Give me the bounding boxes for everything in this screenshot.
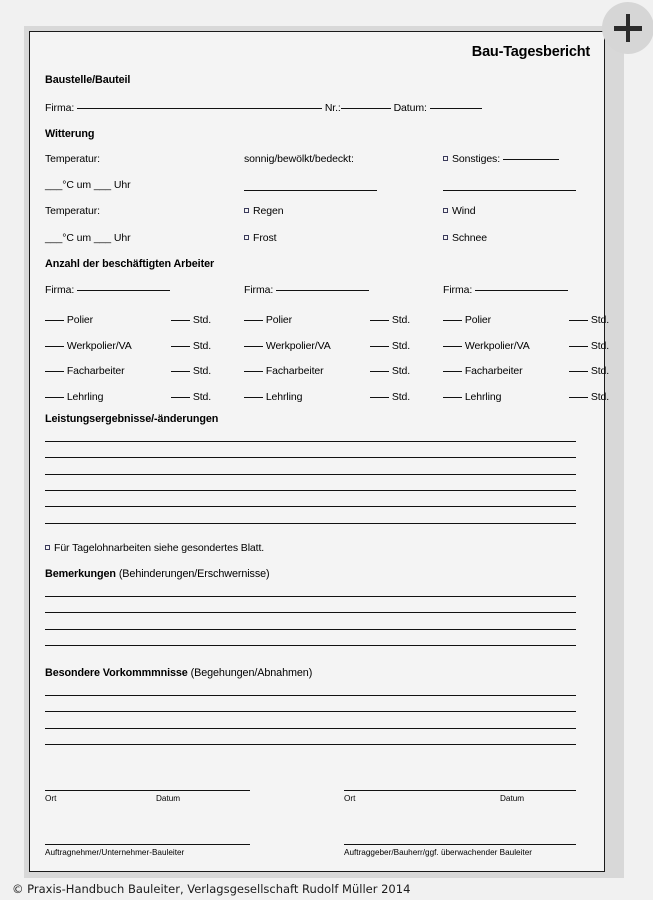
worker-column-1-werkpolier-va-count-input[interactable] [45, 346, 64, 347]
worker-column-1-firma-row [45, 284, 170, 296]
worker-column-3-hours-row-4 [569, 391, 609, 403]
worker-column-1-hours-row-2 [171, 340, 211, 352]
results-line-3[interactable] [45, 474, 576, 475]
temperature-label-2: Temperatur: [45, 205, 100, 217]
worker-column-2-hours-row-3 [370, 365, 410, 377]
firma-input-line[interactable] [77, 108, 322, 109]
worker-column-3-role-row-1 [443, 314, 491, 326]
worker-column-2-werkpolier-va-count-input[interactable] [244, 346, 263, 347]
worker-column-1-role-label-3: Facharbeiter [64, 365, 125, 377]
sonstiges-row [452, 153, 559, 165]
checkbox-frost[interactable] [244, 235, 249, 240]
firma-label: Firma: [45, 102, 75, 114]
sonstiges-label: Sonstiges: [452, 153, 501, 165]
datum-label: Datum: [393, 102, 427, 114]
section-heading-weather: Witterung [45, 128, 95, 140]
worker-column-1-role-label-4: Lehrling [64, 390, 104, 403]
worker-column-2-hours-label-2: Std. [389, 339, 411, 352]
remarks-subheading: (Behinderungen/Erschwernisse) [118, 568, 270, 580]
regen-label: Regen [253, 205, 284, 217]
worker-column-2-role-row-4 [244, 391, 302, 403]
worker-column-2-polier-count-input[interactable] [244, 320, 263, 321]
worker-column-1-hours-input-2[interactable] [171, 346, 190, 347]
worker-column-3-role-row-4 [443, 391, 501, 403]
worker-column-1-hours-input-4[interactable] [171, 397, 190, 398]
worker-column-1-role-row-4 [45, 391, 103, 403]
worker-column-2-role-label-1: Polier [263, 314, 293, 326]
worker-column-2-facharbeiter-count-input[interactable] [244, 371, 263, 372]
remarks-line-4[interactable] [45, 645, 576, 646]
worker-column-3-hours-input-3[interactable] [569, 371, 588, 372]
wind-label: Wind [452, 205, 476, 217]
worker-column-2-hours-label-1: Std. [389, 314, 411, 326]
worker-column-1-hours-label-1: Std. [190, 314, 212, 326]
worker-column-3-firma-input-line[interactable] [475, 290, 568, 291]
worker-column-1-lehrling-count-input[interactable] [45, 397, 64, 398]
results-line-2[interactable] [45, 457, 576, 458]
worker-column-2-hours-row-2 [370, 340, 410, 352]
section-heading-workers: Anzahl der beschäftigten Arbeiter [45, 258, 215, 270]
worker-column-1-hours-row-1 [171, 314, 211, 326]
worker-column-2-hours-input-3[interactable] [370, 371, 389, 372]
worker-column-3-role-label-1: Polier [462, 314, 492, 326]
sonstiges-extra-input-line[interactable] [443, 190, 576, 191]
results-line-6[interactable] [45, 523, 576, 524]
worker-column-3-firma-label: Firma: [443, 284, 473, 296]
remarks-heading: Bemerkungen [45, 568, 116, 580]
worker-column-2-lehrling-count-input[interactable] [244, 397, 263, 398]
worker-column-2-role-label-3: Facharbeiter [263, 365, 324, 377]
worker-column-3-hours-label-1: Std. [588, 314, 610, 326]
worker-column-3-hours-row-3 [569, 365, 609, 377]
daywork-note: Für Tagelohnarbeiten siehe gesondertes Blatt. [54, 542, 265, 554]
worker-column-3-hours-label-2: Std. [588, 339, 610, 352]
checkbox-regen[interactable] [244, 208, 249, 213]
worker-column-2-firma-input-line[interactable] [276, 290, 369, 291]
incidents-line-1[interactable] [45, 695, 576, 696]
worker-column-1-hours-row-4 [171, 391, 211, 403]
worker-column-1-role-label-1: Polier [64, 314, 94, 326]
results-line-5[interactable] [45, 506, 576, 507]
signature-right-caption: Auftraggeber/Bauherr/ggf. überwachender Bauleiter [344, 848, 532, 857]
worker-column-3-hours-input-1[interactable] [569, 320, 588, 321]
worker-column-2-hours-label-3: Std. [389, 365, 411, 377]
frost-label: Frost [253, 232, 277, 244]
temperature-time-2[interactable]: ___°C um ___ Uhr [45, 232, 131, 244]
worker-column-3-firma-row [443, 284, 568, 296]
datum-input-line[interactable] [430, 108, 482, 109]
worker-column-3-role-label-2: Werkpolier/VA [462, 339, 530, 352]
worker-column-1-hours-row-3 [171, 365, 211, 377]
sky-condition-label: sonnig/bewölkt/bedeckt: [244, 153, 354, 165]
worker-column-2-hours-label-4: Std. [389, 390, 411, 403]
worker-column-2-role-label-4: Lehrling [263, 390, 303, 403]
checkbox-sonstiges[interactable] [443, 156, 448, 161]
worker-column-1-role-row-3 [45, 365, 125, 377]
signature-right-sign-line[interactable] [344, 844, 576, 845]
results-line-4[interactable] [45, 490, 576, 491]
worker-column-1-role-row-1 [45, 314, 93, 326]
worker-column-1-facharbeiter-count-input[interactable] [45, 371, 64, 372]
form-sheet [30, 32, 610, 871]
worker-column-2-firma-row [244, 284, 369, 296]
worker-column-1-hours-input-3[interactable] [171, 371, 190, 372]
worker-column-1-role-row-2 [45, 340, 132, 352]
worker-column-3-hours-row-2 [569, 340, 609, 352]
incidents-line-3[interactable] [45, 728, 576, 729]
signature-right-ortdatum-line[interactable] [344, 790, 576, 791]
form-page [29, 31, 610, 872]
incidents-subheading: (Begehungen/Abnahmen) [190, 667, 313, 679]
worker-column-2-hours-row-1 [370, 314, 410, 326]
worker-column-2-role-label-2: Werkpolier/VA [263, 339, 331, 352]
copyright-footer: © Praxis-Handbuch Bauleiter, Verlagsgesellschaft Rudolf Müller 2014 [12, 882, 411, 896]
worker-column-3-role-row-2 [443, 340, 530, 352]
nr-label: Nr.: [324, 102, 341, 114]
worker-column-2-hours-input-2[interactable] [370, 346, 389, 347]
worker-column-1-polier-count-input[interactable] [45, 320, 64, 321]
worker-column-2-firma-label: Firma: [244, 284, 274, 296]
signature-left-sign-line[interactable] [45, 844, 250, 845]
firma-row-header [45, 102, 482, 114]
worker-column-2-role-row-3 [244, 365, 324, 377]
temperature-time-1[interactable]: ___°C um ___ Uhr [45, 179, 131, 191]
worker-column-1-hours-label-2: Std. [190, 339, 212, 352]
worker-column-1-firma-input-line[interactable] [77, 290, 170, 291]
zoom-in-button[interactable] [602, 2, 653, 54]
section-heading-site: Baustelle/Bauteil [45, 74, 131, 86]
sonstiges-input-line[interactable] [503, 159, 559, 160]
worker-column-3-hours-label-4: Std. [588, 390, 610, 403]
worker-column-3-hours-input-4[interactable] [569, 397, 588, 398]
incidents-line-2[interactable] [45, 711, 576, 712]
worker-column-3-hours-label-3: Std. [588, 365, 610, 377]
schnee-label: Schnee [452, 232, 488, 244]
signature-left-caption: Auftragnehmer/Unternehmer-Bauleiter [45, 848, 185, 857]
remarks-line-3[interactable] [45, 629, 576, 630]
worker-column-3-role-label-4: Lehrling [462, 390, 502, 403]
results-line-1[interactable] [45, 441, 576, 442]
sky-condition-input-line[interactable] [244, 190, 377, 191]
temperature-label-1: Temperatur: [45, 153, 100, 165]
worker-column-1-hours-label-3: Std. [190, 365, 212, 377]
worker-column-3-lehrling-count-input[interactable] [443, 397, 462, 398]
worker-column-2-role-row-1 [244, 314, 292, 326]
checkbox-daywork[interactable] [45, 545, 50, 550]
worker-column-1-role-label-2: Werkpolier/VA [64, 339, 132, 352]
worker-column-2-hours-row-4 [370, 391, 410, 403]
worker-column-2-hours-input-4[interactable] [370, 397, 389, 398]
checkbox-schnee[interactable] [443, 235, 448, 240]
worker-column-3-role-label-3: Facharbeiter [462, 365, 523, 377]
worker-column-3-role-row-3 [443, 365, 523, 377]
checkbox-wind[interactable] [443, 208, 448, 213]
plus-icon-vertical [626, 14, 631, 42]
worker-column-1-firma-label: Firma: [45, 284, 75, 296]
remarks-line-1[interactable] [45, 596, 576, 597]
worker-column-3-hours-input-2[interactable] [569, 346, 588, 347]
signature-left-ortdatum-line[interactable] [45, 790, 250, 791]
worker-column-3-hours-row-1 [569, 314, 609, 326]
remarks-line-2[interactable] [45, 612, 576, 613]
signature-right-ort-label: Ort [344, 794, 356, 803]
incidents-heading: Besondere Vorkommmnisse [45, 667, 188, 679]
worker-column-2-hours-input-1[interactable] [370, 320, 389, 321]
worker-column-2-role-row-2 [244, 340, 331, 352]
signature-left-datum-label: Datum [156, 794, 181, 803]
worker-column-3-werkpolier-va-count-input[interactable] [443, 346, 462, 347]
signature-right-datum-label: Datum [500, 794, 525, 803]
worker-column-3-facharbeiter-count-input[interactable] [443, 371, 462, 372]
worker-column-1-hours-label-4: Std. [190, 390, 212, 403]
section-heading-remarks [45, 568, 270, 580]
page-title: Bau-Tagesbericht [471, 44, 590, 60]
section-heading-incidents [45, 667, 312, 679]
signature-left-ort-label: Ort [45, 794, 57, 803]
worker-column-1-hours-input-1[interactable] [171, 320, 190, 321]
worker-column-3-polier-count-input[interactable] [443, 320, 462, 321]
nr-input-line[interactable] [341, 108, 391, 109]
section-heading-results: Leistungsergebnisse/-änderungen [45, 413, 219, 425]
incidents-line-4[interactable] [45, 744, 576, 745]
